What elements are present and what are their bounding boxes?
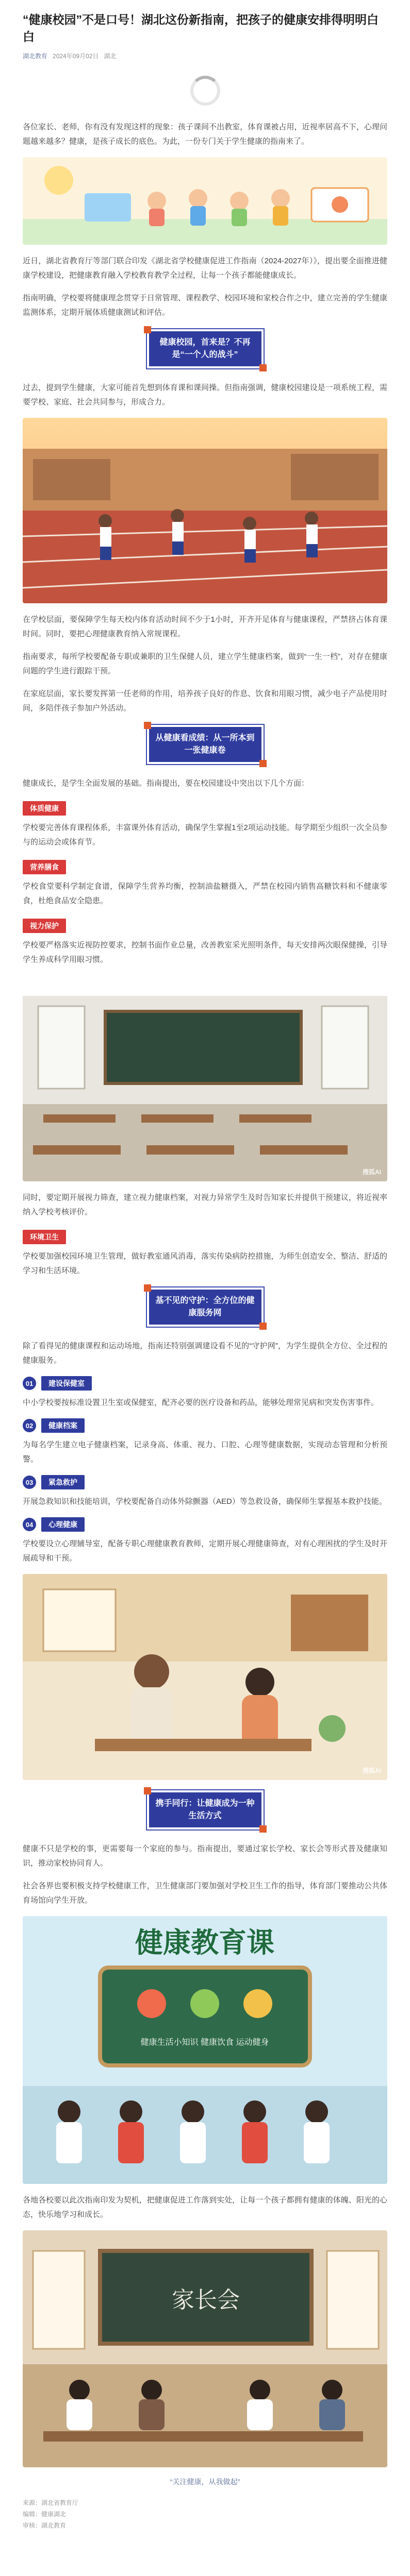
section-heading-4-text: 携手同行：让健康成为一种生活方式: [149, 1792, 261, 1827]
paragraph-6: 指南要求，每所学校要配备专职或兼职的卫生保健人员，建立学生健康档案，做到“一生一档”，对存在健康问题的学生进行跟踪干预。: [23, 652, 387, 675]
image-watermark-2: 搜狐AI: [362, 1767, 381, 1774]
numbered-item-3: [23, 1475, 387, 1489]
paragraph-15: 中小学校要按标准设置卫生室或保健室，配齐必要的医疗设备和药品，能够处理常见病和突发伤害事件。: [23, 1398, 379, 1407]
paragraph-7: 在家庭层面，家长要发挥第一任老师的作用，培养孩子良好的作息、饮食和用眼习惯，减少电子产品使用时间，多陪伴孩子参加户外活动。: [23, 689, 387, 713]
paragraph-16: 为每名学生建立电子健康档案，记录身高、体重、视力、口腔、心理等健康数据，实现动态管理和分析预警。: [23, 1440, 387, 1464]
classroom-image: [23, 975, 387, 1181]
tag-environment: 环境卫生: [23, 1230, 66, 1244]
paragraph-5: 在学校层面，要保障学生每天校内体育活动时间不少于1小时，开齐开足体育与健康课程，严禁挤占体育课时间。同时，要把心理健康教育纳入常规课程。: [23, 615, 387, 638]
paragraph-21: 各地各校要以此次指南印发为契机，把健康促进工作落到实处，让每一个孩子都拥有健康的体魄、阳光的心态，快乐地学习和成长。: [23, 2196, 387, 2219]
number-badge-1: 01: [23, 1377, 36, 1390]
article-footer: [23, 2497, 387, 2531]
paragraph-8: 健康成长，是学生全面发展的基础。指南提出，要在校园建设中突出以下几个方面：: [23, 779, 309, 788]
numbered-item-1-label: 建设保健室: [41, 1376, 92, 1391]
health-education-poster: [23, 1916, 387, 2184]
intro-paragraph: 各位家长、老师，你有没有发现这样的现象：孩子课间不出教室，体育课被占用，近视率居高不下，心理问题越来越多？健康，是孩子成长的底色。为此，一份专门关于学生健康的指南来了。: [23, 123, 387, 146]
paragraph-12: 同时，要定期开展视力筛查，建立视力健康档案，对视力异常学生及时告知家长并提供干预建议，将近视率纳入学校考核评价。: [23, 1193, 387, 1216]
poster-subtitle-text: 健康生活小知识 健康饮食 运动健身: [140, 2038, 269, 2047]
section-heading-1-text: 健康校园，首来是？不再是“一个人的战斗”: [149, 331, 261, 366]
footer-source: 来源：湖北省教育厅: [23, 2499, 79, 2506]
footer-editor: 编辑：健康湖北: [23, 2511, 67, 2518]
counseling-image: [23, 1574, 387, 1780]
running-track-image: [23, 418, 387, 603]
blackboard-text: 家长会: [172, 2287, 240, 2313]
footer-reviewer: 审核：湖北教育: [23, 2522, 67, 2529]
publish-date: 2024年09月02日: [53, 53, 99, 60]
section-heading-4: [146, 1789, 265, 1831]
number-badge-2: 02: [23, 1419, 36, 1432]
numbered-item-1: [23, 1376, 387, 1391]
numbered-item-2-label: 健康档案: [41, 1418, 85, 1433]
paragraph-14: 除了看得见的健康课程和运动场地，指南还特别强调建设看不见的“守护网”，为学生提供全方位、全过程的健康服务。: [23, 1342, 387, 1365]
paragraph-17: 开展急救知识和技能培训，学校要配备自动体外除颤器（AED）等急救设备，确保师生掌握基本救护技能。: [23, 1497, 387, 1506]
numbered-item-4: [23, 1517, 387, 1532]
paragraph-13: 学校要加强校园环境卫生管理，做好教室通风消毒，落实传染病防控措施，为师生创造安全、整洁、舒适的学习和生活环境。: [23, 1252, 387, 1275]
numbered-item-2: [23, 1418, 387, 1433]
section-heading-1: [146, 328, 265, 369]
number-badge-4: 04: [23, 1518, 36, 1531]
section-heading-3: [146, 1286, 265, 1328]
paragraph-10: 学校食堂要科学制定食谱，保障学生营养均衡，控制油盐糖摄入，严禁在校园内销售高糖饮料和不健康零食，杜绝食品安全隐患。: [23, 882, 387, 905]
paragraph-11: 学校要严格落实近视防控要求，控制书面作业总量，改善教室采光照明条件，每天安排两次眼保健操，引导学生养成科学用眼习惯。: [23, 941, 387, 964]
numbered-item-4-label: 心理健康: [41, 1517, 85, 1532]
numbered-item-3-label: 紧急救护: [41, 1475, 85, 1489]
paragraph-3: 指南明确，学校要将健康理念贯穿于日常管理、课程教学、校园环境和家校合作之中，建立完善的学生健康监测体系，定期开展体质健康测试和评估。: [23, 294, 387, 317]
parents-meeting-image: [23, 2230, 387, 2467]
section-heading-3-text: 基不见的守护：全方位的健康服务网: [149, 1290, 261, 1325]
section-heading-2: [146, 724, 265, 765]
paragraph-19: 健康不只是学校的事，更需要每一个家庭的参与。指南提出，要通过家长学校、家长会等形式普及健康知识，推动家校协同育人。: [23, 1844, 387, 1868]
section-heading-2-text: 从健康看成绩：从一所本到一张健康卷: [149, 727, 261, 762]
cartoon-banner-image: [23, 157, 387, 245]
tag-vision: 视力保护: [23, 919, 66, 933]
article-title: “健康校园”不是口号！湖北这份新指南，把孩子的健康安排得明明白白: [23, 13, 379, 43]
paragraph-4: 过去，提到学生健康，大家可能首先想到体育课和课间操。但指南强调，健康校园建设是一项系统工程，需要学校、家庭、社会共同参与，形成合力。: [23, 383, 387, 406]
publish-location: 湖北: [104, 53, 117, 60]
author-link[interactable]: 湖北教育: [23, 53, 48, 60]
poster-title-text: 健康教育课: [135, 1927, 274, 1958]
paragraph-2: 近日，湖北省教育厅等部门联合印发《湖北省学校健康促进工作指南（2024-2027年）》，提出要全面推进健康学校建设，把健康教育融入学校教育教学全过程，让每一个孩子都能健康成长。: [23, 257, 387, 280]
paragraph-9: 学校要完善体育课程体系，丰富课外体育活动，确保学生掌握1至2项运动技能。每学期至少组织一次全员参与的运动会或体育节。: [23, 823, 387, 846]
tag-nutrition: 营养膳食: [23, 860, 66, 874]
number-badge-3: 03: [23, 1476, 36, 1489]
paragraph-18: 学校要设立心理辅导室，配备专职心理健康教育教师，定期开展心理健康筛查，对有心理困扰的学生及时开展疏导和干预。: [23, 1539, 387, 1563]
paragraph-20: 社会各界也要积极支持学校健康工作，卫生健康部门要加强对学校卫生工作的指导，体育部门要推动公共体育场馆向学生开放。: [23, 1882, 387, 1905]
loading-area: [23, 69, 387, 120]
article-meta: [23, 52, 387, 60]
loading-spinner-icon: [190, 76, 220, 106]
image-watermark: 搜狐AI: [362, 1168, 381, 1176]
closing-slogan: “关注健康，从我做起”: [170, 2478, 240, 2486]
tag-physical-health: 体质健康: [23, 801, 66, 816]
